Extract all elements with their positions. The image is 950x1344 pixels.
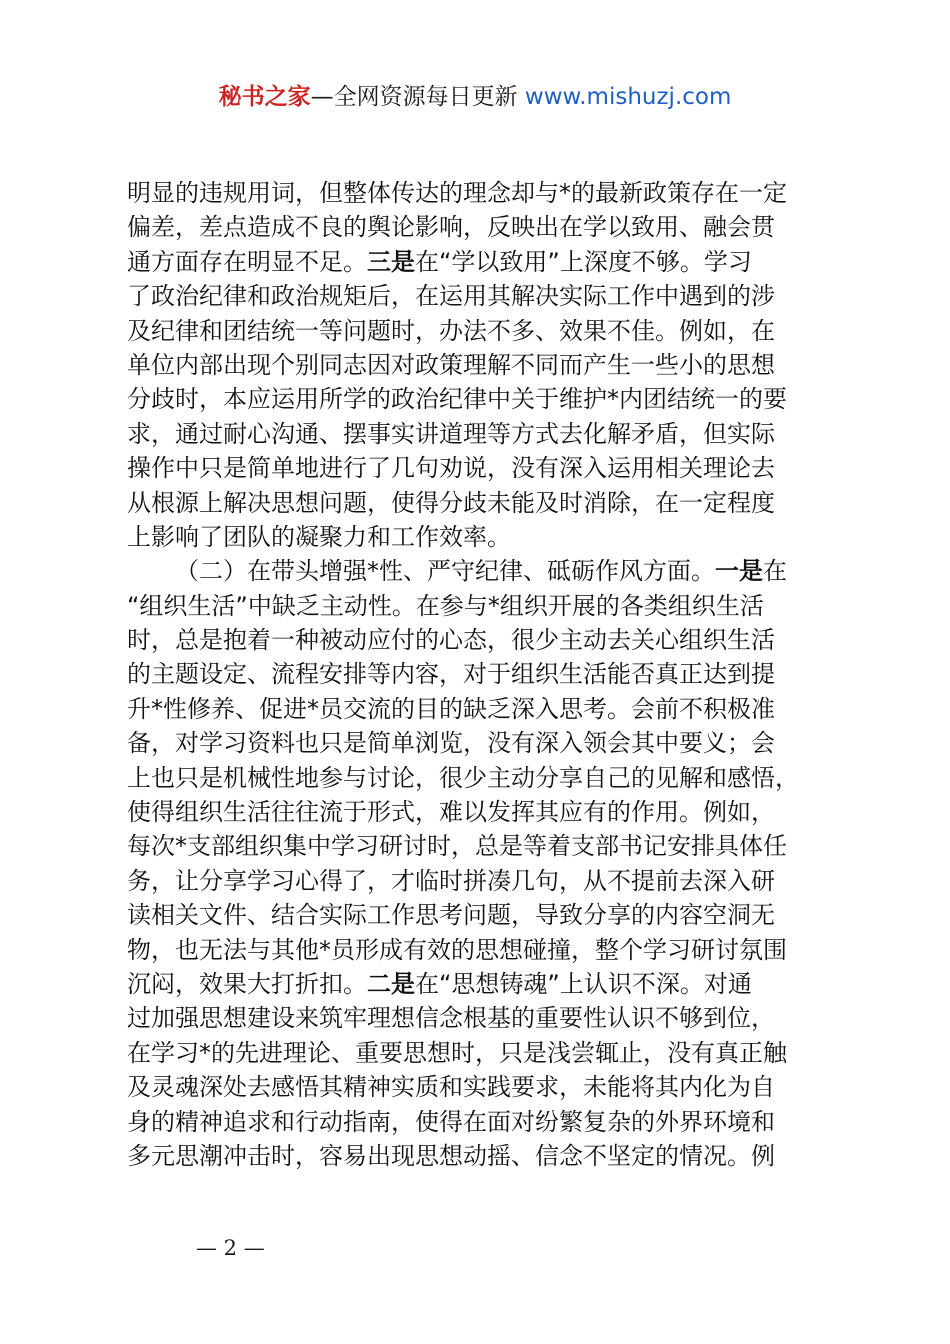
text-line	[127, 417, 833, 451]
text-line	[127, 348, 833, 382]
text-run: 操作中只是简单地进行了几句劝说，没有深入运用相关理论去	[127, 454, 775, 483]
text-line	[127, 657, 833, 691]
bold-marker: 三是	[367, 247, 415, 276]
text-line	[127, 314, 833, 348]
text-run: 每次*支部组织集中学习研讨时，总是等着支部书记安排具体任	[127, 832, 787, 861]
text-line	[127, 795, 833, 829]
bold-marker: 一是	[715, 557, 763, 586]
text-line	[127, 279, 833, 313]
text-run: “组织生活”中缺乏主动性。在参与*组织开展的各类组织生活	[127, 591, 764, 620]
text-run: 在	[763, 557, 787, 586]
text-run: 在“学以致用”上深度不够。学习	[415, 247, 752, 276]
site-tagline: —全网资源每日更新	[310, 84, 525, 110]
text-run: 物，也无法与其他*员形成有效的思想碰撞，整个学习研讨氛围	[127, 935, 787, 964]
text-line	[127, 864, 833, 898]
text-run: 读相关文件、结合实际工作思考问题，导致分享的内容空洞无	[127, 901, 775, 930]
text-run: 及纪律和团结统一等问题时，办法不多、效果不佳。例如，在	[127, 316, 775, 345]
text-run: 求，通过耐心沟通、摆事实讲道理等方式去化解矛盾，但实际	[127, 419, 775, 448]
text-run: 升*性修养、促进*员交流的目的缺乏深入思考。会前不积极准	[127, 694, 775, 723]
text-line	[127, 210, 833, 244]
text-run: 上影响了团队的凝聚力和工作效率。	[127, 522, 511, 551]
document-body	[127, 176, 833, 1173]
text-run: 从根源上解决思想问题，使得分歧未能及时消除，在一定程度	[127, 488, 775, 517]
text-line	[127, 898, 833, 932]
text-run: 明显的违规用词，但整体传达的理念却与*的最新政策存在一定	[127, 179, 787, 207]
text-line	[127, 176, 833, 210]
text-run: 分歧时，本应运用所学的政治纪律中关于维护*内团结统一的要	[127, 385, 787, 414]
text-line	[127, 967, 833, 1001]
text-line	[127, 245, 833, 279]
text-run: 使得组织生活往往流于形式，难以发挥其应有的作用。例如，	[127, 798, 775, 827]
text-run: 通方面存在明显不足。	[127, 247, 367, 276]
text-run: （二）在带头增强*性、严守纪律、砥砺作风方面。	[175, 557, 715, 586]
text-run: 了政治纪律和政治规矩后，在运用其解决实际工作中遇到的涉	[127, 282, 775, 311]
page-number: — 2 —	[196, 1236, 265, 1260]
text-line	[127, 726, 833, 760]
text-run: 备，对学习资料也只是简单浏览，没有深入领会其中要义；会	[127, 729, 775, 758]
text-run: 时，总是抱着一种被动应付的心态，很少主动去关心组织生活	[127, 626, 775, 655]
text-line	[127, 1001, 833, 1035]
text-run: 沉闷，效果大打折扣。	[127, 969, 367, 998]
text-run: 在“思想铸魂”上认识不深。对通	[415, 969, 752, 998]
text-run: 单位内部出现个别同志因对政策理解不同而产生一些小的思想	[127, 350, 775, 379]
text-line	[127, 1139, 833, 1173]
text-line	[127, 933, 833, 967]
text-run: 过加强思想建设来筑牢理想信念根基的重要性认识不够到位，	[127, 1004, 775, 1033]
text-line	[127, 451, 833, 485]
text-line	[127, 692, 833, 726]
text-run: 多元思潮冲击时，容易出现思想动摇、信念不坚定的情况。例	[127, 1141, 775, 1170]
site-url[interactable]: www.mishuzj.com	[524, 84, 732, 110]
text-run: 上也只是机械性地参与讨论，很少主动分享自己的见解和感悟，	[127, 763, 799, 792]
text-line	[127, 382, 833, 416]
text-line	[127, 829, 833, 863]
text-line	[127, 554, 833, 588]
bold-marker: 二是	[367, 969, 415, 998]
text-line	[127, 589, 833, 623]
text-run: 偏差，差点造成不良的舆论影响，反映出在学以致用、融会贯	[127, 213, 775, 242]
text-run: 务，让分享学习心得了，才临时拼凑几句，从不提前去深入研	[127, 866, 775, 895]
text-line	[127, 1070, 833, 1104]
text-line	[127, 623, 833, 657]
text-run: 身的精神追求和行动指南，使得在面对纷繁复杂的外界环境和	[127, 1107, 775, 1136]
text-line	[127, 520, 833, 554]
text-line	[127, 1105, 833, 1139]
site-header	[0, 78, 950, 111]
text-run: 在学习*的先进理论、重要思想时，只是浅尝辄止，没有真正触	[127, 1038, 787, 1067]
text-line	[127, 486, 833, 520]
text-run: 的主题设定、流程安排等内容，对于组织生活能否真正达到提	[127, 660, 775, 689]
text-run: 及灵魂深处去感悟其精神实质和实践要求，未能将其内化为自	[127, 1073, 775, 1102]
text-line	[127, 1036, 833, 1070]
text-line	[127, 761, 833, 795]
site-brand: 秘书之家	[218, 84, 311, 110]
